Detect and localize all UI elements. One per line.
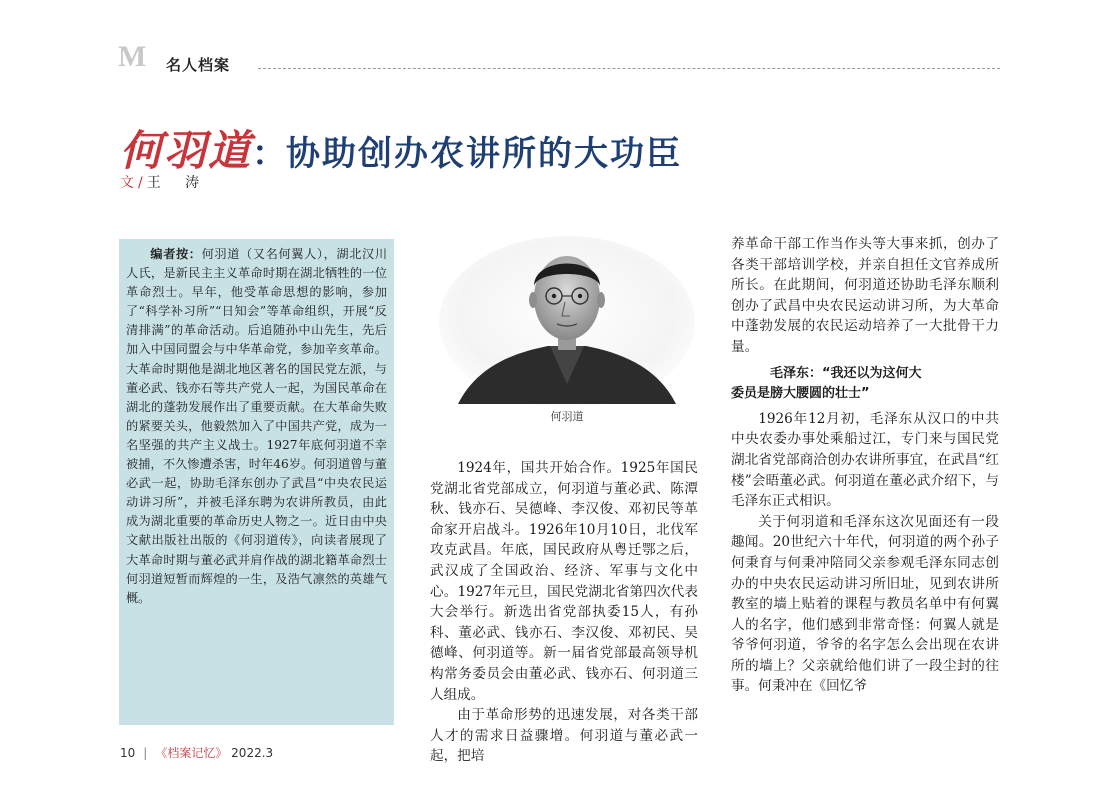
body-paragraph: 1926年12月初，毛泽东从汉口的中共中央农委办事处乘船过江，专门来与国民党湖北省党部商洽创办农讲所事宜，在武昌“红楼”会晤董必武。何羽道在董必武介绍下，与毛泽东正式相识。	[731, 410, 999, 510]
byline-author: 王 涛	[146, 175, 210, 191]
header-divider	[258, 68, 1000, 69]
body-paragraph: 1924年，国共开始合作。1925年国民党湖北省党部成立，何羽道与董必武、陈潭秋、钱亦石、吴德峰、李汉俊、邓初民等革命家开启战斗。1926年10月10日，北伐军攻克武昌。年底，国民政府从粤迁鄂之后，武汉成了全国政治、经济、军事与文化中心。1927年元旦，国民党湖北省第四次代表大会举行。新选出省党部执委15人，有孙科、董必武、钱亦石、李汉俊、邓初民、吴德峰、何羽道等。新一届省党部最高领导机构常务委员会由董必武、钱亦石、何羽道三人组成。	[430, 460, 698, 703]
body-paragraph: 由于革命形势的迅速发展，对各类干部人才的需求日益骤增。何羽道与董必武一起，把培	[430, 707, 698, 765]
magazine-name: 《档案记忆》	[155, 746, 228, 760]
subheading-line-1: 毛泽东：“我还以为这何大	[770, 365, 922, 381]
byline-label: 文	[120, 175, 134, 191]
article-column-right	[731, 234, 999, 740]
portrait-photo	[438, 234, 696, 404]
article-title	[120, 118, 682, 178]
section-name: 名人档案	[166, 56, 231, 74]
section-logo: M	[118, 40, 147, 73]
editor-note-text: 何羽道（又名何翼人），湖北汉川人氏，是新民主主义革命时期在湖北牺牲的一位革命烈士。早年，他受革命思想的影响，参加了“科学补习所”“日知会”等革命组织，开展“反清排满”的革命活动。后追随孙中山先生，先后加入中国同盟会与中华革命党，参加辛亥革命。大革命时期他是湖北地区著名的国民党左派，与董必武、钱亦石等共产党人一起，为国民革命在湖北的蓬勃发展作出了重要贡献。在大革命失败的紧要关头，他毅然加入了中国共产党，成为一名坚强的共产主义战士。1927年底何羽道不幸被捕，不久惨遭杀害，时年46岁。何羽道曾与董必武一起，协助毛泽东创办了武昌“中央农民运动讲习所”，并被毛泽东聘为农讲所教员，由此成为湖北重要的革命历史人物之一。近日由中央文献出版社出版的《何羽道传》，向读者展现了大革命时期与董必武并肩作战的湖北籍革命烈士何羽道短暂而辉煌的一生，及浩气凛然的英雄气概。	[126, 247, 388, 605]
page-number: 10	[120, 746, 136, 760]
page-footer	[120, 744, 273, 761]
body-paragraph: 养革命干部工作当作头等大事来抓，创办了各类干部培训学校，并亲自担任文官养成所所长。在此期间，何羽道还协助毛泽东顺利创办了武昌中央农民运动讲习所，为大革命中蓬勃发展的农民运动培养了一大批骨干力量。	[731, 236, 999, 355]
article-column-middle	[430, 458, 698, 765]
title-subtitle: 协助创办农讲所的大功臣	[286, 134, 683, 174]
editor-note-label: 编者按：	[150, 247, 202, 261]
title-person-name: 何羽道	[120, 126, 253, 175]
footer-separator: |	[143, 746, 148, 760]
portrait-figure	[438, 234, 696, 423]
byline-slash: /	[138, 175, 143, 191]
portrait-caption: 何羽道	[550, 410, 584, 423]
issue-number: 2022.3	[231, 746, 274, 760]
section-subheading	[731, 364, 999, 405]
subheading-line-2: 委员是膀大腰圆的壮士”	[731, 386, 870, 402]
page-header	[118, 40, 1000, 74]
title-colon: ：	[252, 134, 287, 174]
byline	[120, 172, 209, 192]
editor-note-box	[119, 239, 394, 725]
body-paragraph: 关于何羽道和毛泽东这次见面还有一段趣闻。20世纪六十年代，何羽道的两个孙子何秉育与何秉冲陪同父亲参观毛泽东同志创办的中央农民运动讲习所旧址，见到农讲所教室的墙上贴着的课程与教员名单中有何翼人的名字，他们感到非常奇怪：何翼人就是爷爷何羽道，爷爷的名字怎么会出现在农讲所的墙上？父亲就给他们讲了一段尘封的往事。何秉冲在《回忆爷	[731, 513, 999, 695]
editor-note-paragraph	[126, 245, 387, 608]
